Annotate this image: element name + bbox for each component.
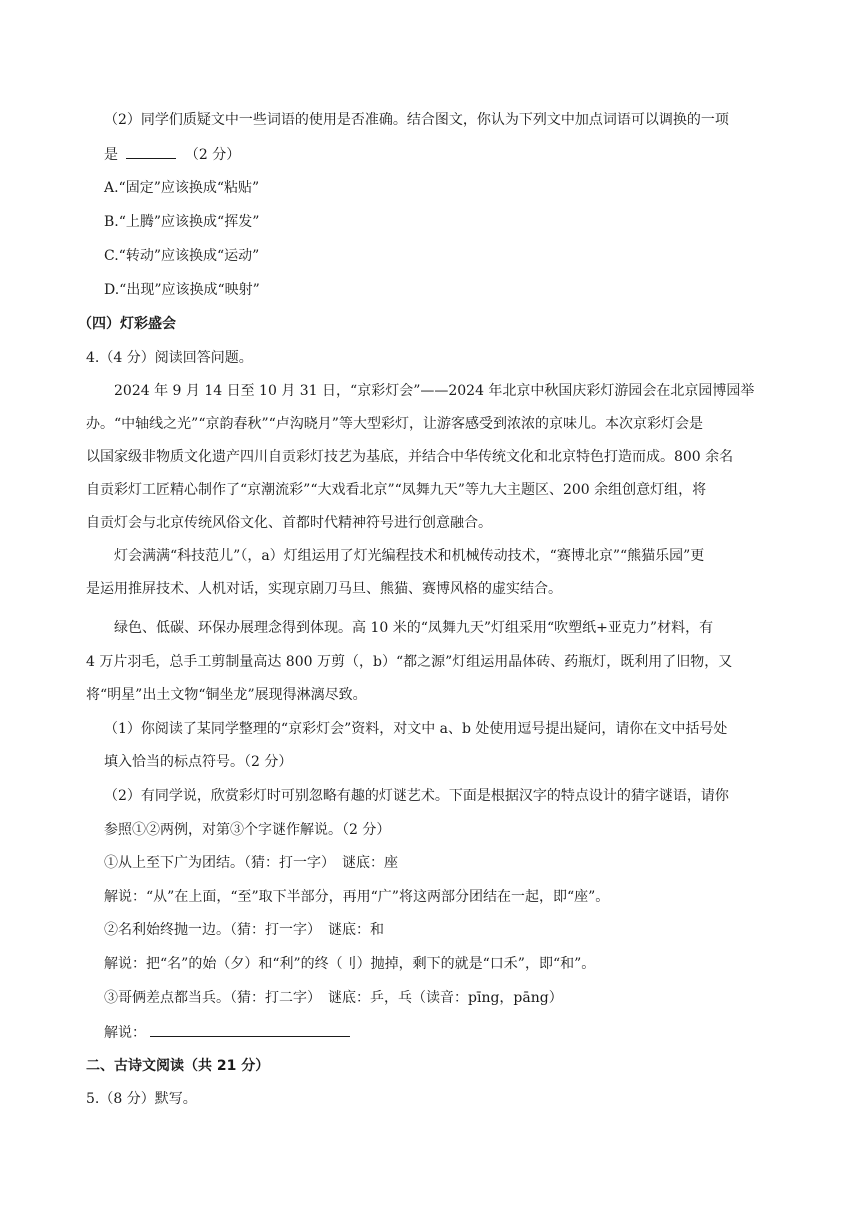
- passage-p1-line3: 以国家级非物质文化遗产四川自贡彩灯技艺为基底，并结合中华传统文化和北京特色打造而成。800 余名: [86, 449, 734, 465]
- riddle-3-answer-blank[interactable]: [150, 1022, 350, 1037]
- q4-title: 4.（4 分）阅读回答问题。: [86, 350, 253, 366]
- option-d: D.“出现”应该换成“映射”: [104, 282, 260, 298]
- section-heading-four: （四）灯彩盛会: [78, 316, 176, 332]
- passage-p1-line5: 自贡灯会与北京传统风俗文化、首都时代精神符号进行创意融合。: [86, 515, 492, 531]
- riddle-3: ③哥俩差点都当兵。（猜：打二字） 谜底：乒，乓（读音：pīng，pāng）: [104, 990, 563, 1006]
- q4-sub1-line1: （1）你阅读了某同学整理的“京彩灯会”资料，对文中 a、b 处使用逗号提出疑问，请你在文中括号处: [104, 721, 728, 737]
- passage-p3-line1: 绿色、低碳、环保办展理念得到体现。高 10 米的“凤舞九天”灯组采用“吹塑纸+亚克力”材料，有: [114, 620, 714, 636]
- passage-p2-line2: 是运用推屏技术、人机对话，实现京剧刀马旦、熊猫、赛博风格的虚实结合。: [86, 581, 562, 597]
- riddle-1: ①从上至下广为团结。（猜：打一字） 谜底：座: [104, 855, 398, 871]
- passage-p2-line1: 灯会满满“科技范儿”（，a）灯组运用了灯光编程技术和机械传动技术，“赛博北京”“熊猫乐园”更: [114, 548, 705, 564]
- riddle-2-explain: 解说：把“名”的始（夕）和“利”的终（刂）抛掉，剩下的就是“口禾”，即“和”。: [104, 956, 596, 972]
- passage-p3-line2: 4 万片羽毛，总手工剪制量高达 800 万剪（，b）“都之源”灯组运用晶体砖、药瓶灯，既利用了旧物，又: [86, 654, 733, 670]
- passage-p1-line4: 自贡彩灯工匠精心制作了“京潮流彩”“大戏看北京”“凤舞九天”等九大主题区、200 余组创意灯组，将: [86, 482, 707, 498]
- q2-stem-line2: [104, 144, 240, 165]
- riddle-1-explain: 解说：“从”在上面，“至”取下半部分，再用“广”将这两部分团结在一起，即“座”。: [104, 889, 610, 905]
- q2-stem-line1: （2）同学们质疑文中一些词语的使用是否准确。结合图文，你认为下列文中加点词语可以调换的一项: [104, 112, 729, 128]
- answer-blank[interactable]: [126, 144, 176, 159]
- riddle-3-explain: [104, 1022, 350, 1043]
- q5-title: 5.（8 分）默写。: [86, 1091, 197, 1107]
- passage-p3-line3: 将“明星”出土文物“铜坐龙”展现得淋漓尽致。: [86, 687, 367, 703]
- passage-p1-line2: 办。“中轴线之光”“京韵春秋”“卢沟晓月”等大型彩灯，让游客感受到浓浓的京味儿。本次京彩灯会是: [86, 416, 703, 432]
- q2-score: （2 分）: [184, 147, 241, 163]
- option-c: C.“转动”应该换成“运动”: [104, 248, 260, 264]
- passage-p1-line1: 2024 年 9 月 14 日至 10 月 31 日，“京彩灯会”——2024 年北京中秋国庆彩灯游园会在北京园博园举: [114, 383, 755, 399]
- q4-sub2-line1: （2）有同学说，欣赏彩灯时可别忽略有趣的灯谜艺术。下面是根据汉字的特点设计的猜字谜语，请你: [104, 788, 729, 804]
- riddle-3-explain-label: 解说：: [104, 1025, 146, 1041]
- section-heading-two: 二、古诗文阅读（共 21 分）: [86, 1058, 270, 1074]
- q2-stem-prefix: 是: [104, 147, 118, 163]
- q4-sub1-line2: 填入恰当的标点符号。（2 分）: [104, 754, 293, 770]
- option-a: A.“固定”应该换成“粘贴”: [104, 180, 260, 196]
- riddle-2: ②名利始终抛一边。（猜：打一字） 谜底：和: [104, 922, 384, 938]
- q4-sub2-line2: 参照①②两例，对第③个字谜作解说。（2 分）: [104, 822, 391, 838]
- option-b: B.“上腾”应该换成“挥发”: [104, 214, 260, 230]
